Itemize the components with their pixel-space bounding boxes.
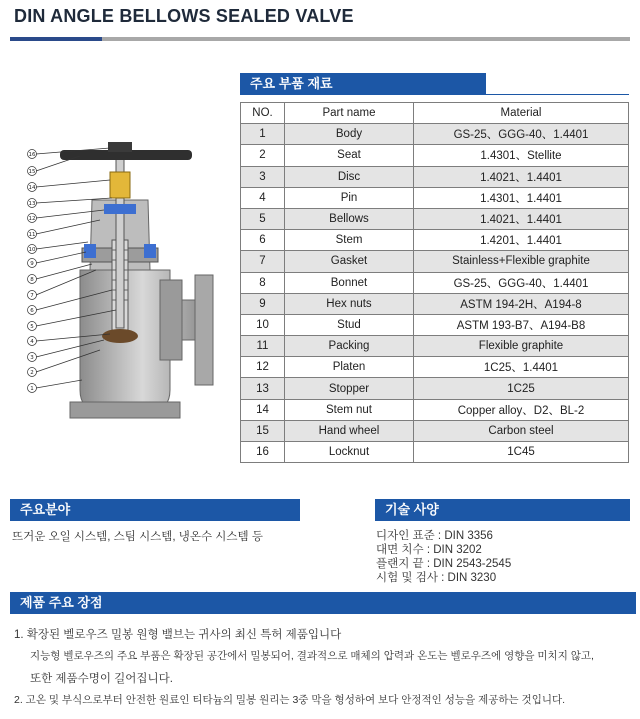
cell-no: 14 xyxy=(241,399,285,420)
spec-design-standard: 디자인 표준 : DIN 3356 xyxy=(376,530,493,542)
cell-no: 9 xyxy=(241,293,285,314)
table-row xyxy=(241,357,629,378)
cell-no: 1 xyxy=(241,124,285,145)
cell-part-name: Platen xyxy=(285,357,414,378)
table-row xyxy=(241,230,629,251)
cell-part-name: Disc xyxy=(285,166,414,187)
cell-part-name: Hex nuts xyxy=(285,293,414,314)
cell-no: 4 xyxy=(241,187,285,208)
cell-no: 11 xyxy=(241,336,285,357)
callout-1: 1 xyxy=(30,386,34,392)
application-text: 뜨거운 오일 시스템, 스팀 시스템, 냉온수 시스템 등 xyxy=(12,531,263,543)
cell-material: GS-25、GGG-40、1.4401 xyxy=(414,272,629,293)
title-underline xyxy=(10,37,630,41)
cell-part-name: Gasket xyxy=(285,251,414,272)
cell-material: Stainless+Flexible graphite xyxy=(414,251,629,272)
table-row xyxy=(241,378,629,399)
col-header-part-name: Part name xyxy=(285,103,414,124)
cell-material: ASTM 193-B7、A194-B8 xyxy=(414,314,629,335)
table-row xyxy=(241,208,629,229)
table-row xyxy=(241,187,629,208)
parts-table xyxy=(240,102,629,463)
cell-part-name: Pin xyxy=(285,187,414,208)
parts-heading: 주요 부품 재료 xyxy=(240,73,486,95)
cell-no: 13 xyxy=(241,378,285,399)
table-row xyxy=(241,442,629,463)
callout-2: 2 xyxy=(30,370,34,376)
callout-11: 11 xyxy=(28,232,36,238)
cell-part-name: Stopper xyxy=(285,378,414,399)
cell-material: 1.4021、1.4401 xyxy=(414,208,629,229)
cell-material: 1C25 xyxy=(414,378,629,399)
cell-material: 1.4301、1.4401 xyxy=(414,187,629,208)
table-row xyxy=(241,314,629,335)
cell-material: 1C25、1.4401 xyxy=(414,357,629,378)
cell-material: GS-25、GGG-40、1.4401 xyxy=(414,124,629,145)
callout-13: 13 xyxy=(28,201,36,207)
callout-10: 10 xyxy=(28,247,36,253)
col-header-material: Material xyxy=(414,103,629,124)
valve-cross-section-diagram xyxy=(0,140,240,430)
feature-2: 2. 고온 및 부식으로부터 안전한 원료인 티타늄의 밀봉 원리는 3중 막을 형성하여 보다 안정적인 성능을 제공하는 것입니다. xyxy=(14,694,566,706)
table-header-row xyxy=(241,103,629,124)
spec-test-inspection: 시험 및 검사 : DIN 3230 xyxy=(376,572,497,584)
callout-9: 9 xyxy=(30,261,34,267)
spec-face-to-face: 대면 치수 : DIN 3202 xyxy=(376,544,482,556)
callout-6: 6 xyxy=(30,308,34,314)
page-title: DIN ANGLE BELLOWS SEALED VALVE xyxy=(14,6,354,26)
callout-3: 3 xyxy=(30,355,34,361)
table-row xyxy=(241,293,629,314)
table-row xyxy=(241,251,629,272)
cell-no: 10 xyxy=(241,314,285,335)
table-row xyxy=(241,145,629,166)
cell-no: 7 xyxy=(241,251,285,272)
table-row xyxy=(241,399,629,420)
cell-material: Copper alloy、D2、BL-2 xyxy=(414,399,629,420)
cell-material: Carbon steel xyxy=(414,420,629,441)
callout-15: 15 xyxy=(28,169,36,175)
title-underline-accent xyxy=(10,37,102,41)
cell-material: Flexible graphite xyxy=(414,336,629,357)
callout-5: 5 xyxy=(30,324,34,330)
callout-8: 8 xyxy=(30,277,34,283)
cell-no: 12 xyxy=(241,357,285,378)
callout-4: 4 xyxy=(30,339,34,345)
cell-part-name: Bonnet xyxy=(285,272,414,293)
callout-16: 16 xyxy=(28,152,36,158)
parts-heading-line xyxy=(486,94,629,95)
col-header-no: NO. xyxy=(241,103,285,124)
cell-no: 15 xyxy=(241,420,285,441)
cell-material: 1.4021、1.4401 xyxy=(414,166,629,187)
cell-no: 2 xyxy=(241,145,285,166)
application-heading: 주요분야 xyxy=(10,499,300,521)
table-row xyxy=(241,272,629,293)
cell-material: 1C45 xyxy=(414,442,629,463)
cell-material: 1.4301、Stellite xyxy=(414,145,629,166)
table-row xyxy=(241,420,629,441)
callout-7: 7 xyxy=(30,293,34,299)
cell-no: 16 xyxy=(241,442,285,463)
specs-heading: 기술 사양 xyxy=(375,499,630,521)
cell-no: 8 xyxy=(241,272,285,293)
cell-part-name: Stud xyxy=(285,314,414,335)
specs-block xyxy=(376,529,511,585)
cell-no: 3 xyxy=(241,166,285,187)
table-row xyxy=(241,124,629,145)
spec-flange-end: 플랜지 끝 : DIN 2543-2545 xyxy=(376,558,512,570)
callout-14: 14 xyxy=(28,185,36,191)
cell-no: 5 xyxy=(241,208,285,229)
cell-no: 6 xyxy=(241,230,285,251)
cell-part-name: Packing xyxy=(285,336,414,357)
table-row xyxy=(241,336,629,357)
feature-1-detail: 지능형 벨로우즈의 주요 부품은 확장된 공간에서 밀봉되어, 결과적으로 매체의 압력과 온도는 벨로우즈에 영향을 미치지 않고, xyxy=(30,650,594,662)
cell-part-name: Seat xyxy=(285,145,414,166)
cell-part-name: Body xyxy=(285,124,414,145)
callout-12: 12 xyxy=(28,216,36,222)
cell-part-name: Stem nut xyxy=(285,399,414,420)
cell-material: 1.4201、1.4401 xyxy=(414,230,629,251)
table-row xyxy=(241,166,629,187)
cell-material: ASTM 194-2H、A194-8 xyxy=(414,293,629,314)
features-heading: 제품 주요 장점 xyxy=(10,592,636,614)
feature-1: 1. 확장된 벨로우즈 밀봉 원형 밸브는 귀사의 최신 특허 제품입니다 xyxy=(14,629,342,641)
cell-part-name: Hand wheel xyxy=(285,420,414,441)
feature-1-detail-cont: 또한 제품수명이 길어집니다. xyxy=(30,673,173,685)
cell-part-name: Stem xyxy=(285,230,414,251)
cell-part-name: Locknut xyxy=(285,442,414,463)
cell-part-name: Bellows xyxy=(285,208,414,229)
